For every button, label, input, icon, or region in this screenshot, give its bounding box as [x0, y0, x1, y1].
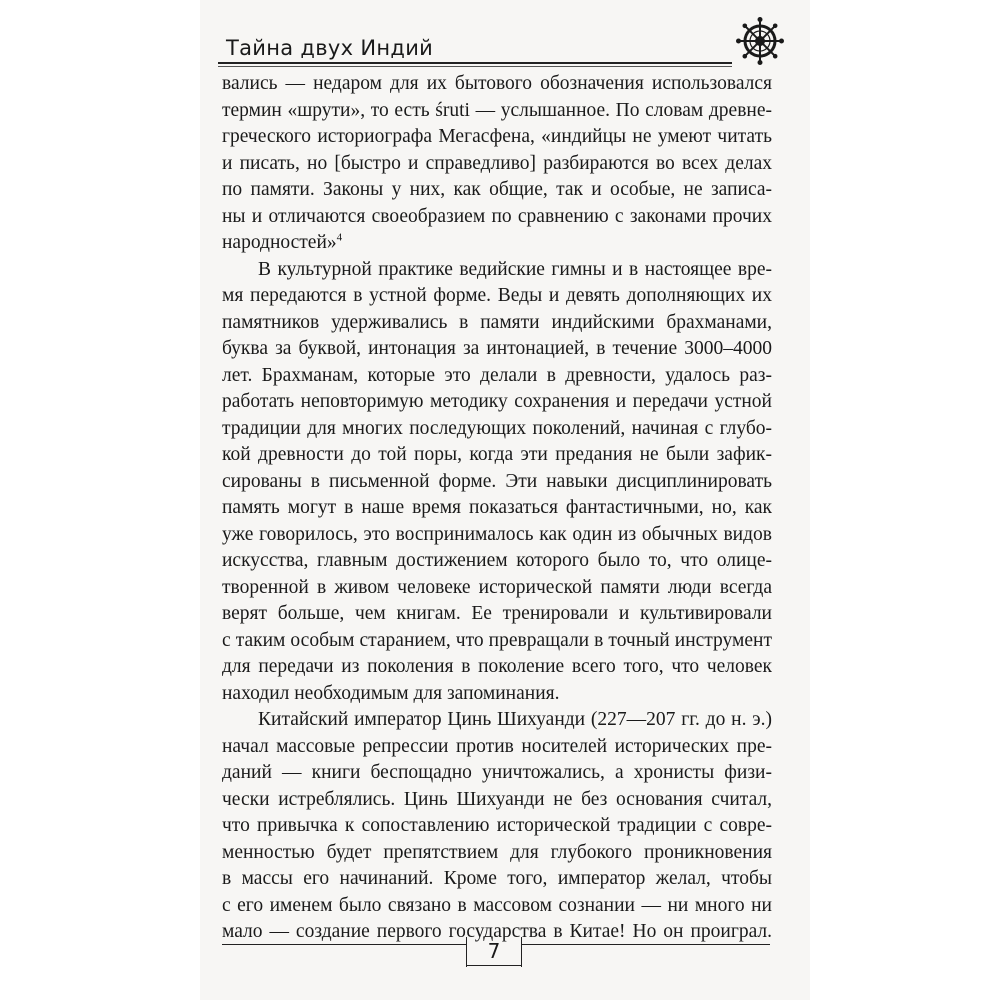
text-line: традиции для многих последующих поколений, начиная с глубо-: [222, 417, 772, 439]
text-line: творенной в живом человеке исторической памяти люди всегда: [222, 576, 772, 598]
text-line: чески истреблялись. Цинь Шихуанди не без основания считал,: [222, 788, 772, 810]
text-line: искусства, главным достижением которого было то, что олице-: [222, 550, 772, 571]
dharma-wheel-icon: [735, 16, 785, 66]
footer-rule-under: [466, 965, 522, 966]
footer-rule-left: [222, 944, 466, 945]
text-line: менностью будет препятствием для глубокого проникновения: [222, 841, 772, 863]
text-line: что привычка к сопоставлению исторической традиции с совре-: [222, 815, 772, 836]
text-line: народностей»$^4$: [222, 231, 343, 253]
text-line: В культурной практике ведийские гимны и в настоящее вре-: [258, 258, 772, 280]
text-line: по памяти. Законы у них, как общие, так и особые, не записа-: [222, 179, 772, 200]
footnote-marker: 4: [336, 231, 343, 244]
text-line: Китайский император Цинь Шихуанди (227—207 гг. до н. э.): [258, 709, 772, 730]
text-line: греческого историографа Мегасфена, «индийцы не умеют читать: [222, 126, 772, 147]
text-line: память могут в наше время показаться фантастичными, но, как: [222, 497, 772, 518]
text-line: даний — книги беспощадно уничтожались, а хронисты физи-: [222, 762, 772, 783]
text-line: верят больше, чем книгам. Ее тренировали и культивировали: [222, 603, 772, 624]
text-line: кой древности до той поры, когда эти предания не были зафик-: [222, 444, 772, 465]
paragraph: [222, 257, 772, 708]
text-line: работать неповторимую методику сохранения и передачи устной: [222, 391, 772, 412]
footer-rule-right: [522, 944, 770, 945]
paragraph: [222, 707, 772, 946]
text-line: сированы в письменной форме. Эти навыки дисциплинировать: [222, 470, 772, 492]
text-line: мало — создание первого государства в Китае! Но он проиграл.: [222, 921, 772, 942]
text-line: находил необходимым для запоминания.: [222, 682, 560, 704]
header-rule-thin: [218, 66, 732, 67]
text-line: мя передаются в устной форме. Веды и девять дополняющих их: [222, 285, 772, 306]
running-header: [218, 22, 798, 72]
text-line: уже говорилось, это воспринималось как один из обычных видов: [222, 523, 772, 545]
text-line: буква за буквой, интонация за интонацией, в течение 3000–4000: [222, 338, 772, 359]
text-line: и писать, но [быстро и справедливо] разбираются во всех делах: [222, 152, 772, 174]
text-line: памятников удерживались в памяти индийскими брахманами,: [222, 311, 772, 333]
body-text: [222, 71, 772, 946]
paragraph: [222, 71, 772, 257]
text-line: ны и отличаются своеобразием по сравнению с законами прочих: [222, 205, 772, 227]
page-number: 7: [487, 939, 501, 963]
text-line: с его именем было связано в массовом сознании — ни много ни: [222, 894, 772, 916]
text-line: с таким особым старанием, что превращали в точный инструмент: [222, 629, 772, 651]
text-line: лет. Брахманам, которые это делали в древности, удалось раз-: [222, 364, 772, 386]
text-line: начал массовые репрессии против носителей исторических пре-: [222, 735, 772, 757]
text-line: вались — недаром для их бытового обозначения использовался: [222, 73, 772, 94]
running-header-title: Тайна двух Индий: [226, 36, 434, 60]
header-rule: [218, 62, 732, 64]
text-line: для передачи из поколения в поколение всего того, что человек: [222, 656, 772, 677]
text-line: термин «шрути», то есть śruti — услышанное. По словам древне-: [222, 99, 772, 121]
text-line: в массы его начинаний. Кроме того, император желал, чтобы: [222, 868, 772, 889]
